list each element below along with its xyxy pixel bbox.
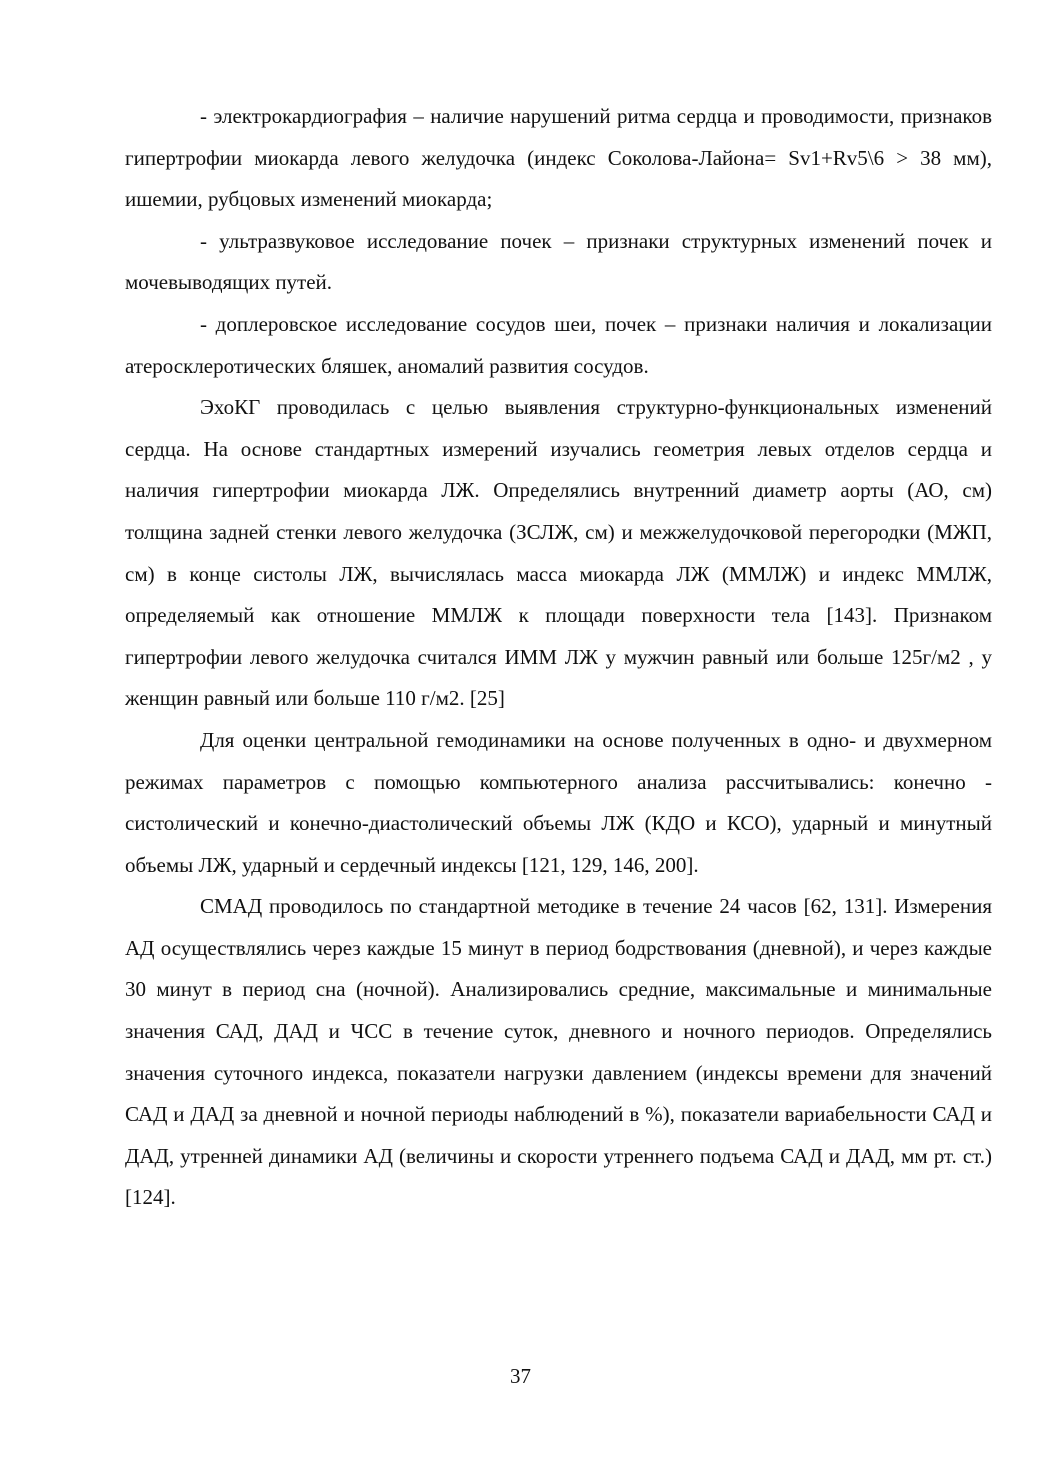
paragraph-doppler: - доплеровское исследование сосудов шеи, почек – признаки наличия и локализации атеросклеротических бляшек, аномалий развития сосудов.: [125, 311, 992, 378]
body-text: [125, 96, 992, 1219]
paragraph-ecg: - электрокардиография – наличие нарушений ритма сердца и проводимости, признаков гипертрофии миокарда левого желудочка (индекс Соколова-Лайона= Sv1+Rv5\6 > 38 мм), ишемии, рубцовых изменений миокарда;: [125, 104, 992, 212]
paragraph-hemodynamics: Для оценки центральной гемодинамики на основе полученных в одно- и двухмерном режимах параметров с помощью компьютерного анализа рассчитывались: конечно - систолический и конечно-диастолический объемы ЛЖ (КДО и КСО), ударный и минутный объемы ЛЖ, ударный и сердечный индексы [121, 129, 146, 200].: [125, 727, 992, 877]
paragraph-echocg: ЭхоКГ проводилась с целью выявления структурно-функциональных изменений сердца. На основе стандартных измерений изучались геометрия левых отделов сердца и наличия гипертрофии миокарда ЛЖ. Определялись внутренний диаметр аорты (АО, см) толщина задней стенки левого желудочка (ЗСЛЖ, см) и межжелудочковой перегородки (МЖП, см) в конце систолы ЛЖ, вычислялась масса миокарда ЛЖ (ММЛЖ) и индекс ММЛЖ, определяемый как отношение ММЛЖ к площади поверхности тела [143]. Признаком гипертрофии левого желудочка считался ИММ ЛЖ у мужчин равный или больше 125г/м2 , у женщин равный или больше 110 г/м2. [25]: [125, 395, 992, 711]
paragraph-abpm: СМАД проводилось по стандартной методике в течение 24 часов [62, 131]. Измерения АД осуществлялись через каждые 15 минут в период бодрствования (дневной), и через каждые 30 минут в период сна (ночной). Анализировались средние, максимальные и минимальные значения САД, ДАД и ЧСС в течение суток, дневного и ночного периодов. Определялись значения суточного индекса, показатели нагрузки давлением (индексы времени для значений САД и ДАД за дневной и ночной периоды наблюдений в %), показатели вариабельности САД и ДАД, утренней динамики АД (величины и скорости утреннего подъема САД и ДАД, мм рт. ст.) [124].: [125, 894, 992, 1210]
paragraph-kidney-ultrasound: - ультразвуковое исследование почек – признаки структурных изменений почек и мочевыводящих путей.: [125, 228, 992, 295]
page-number: 37: [510, 1364, 531, 1388]
